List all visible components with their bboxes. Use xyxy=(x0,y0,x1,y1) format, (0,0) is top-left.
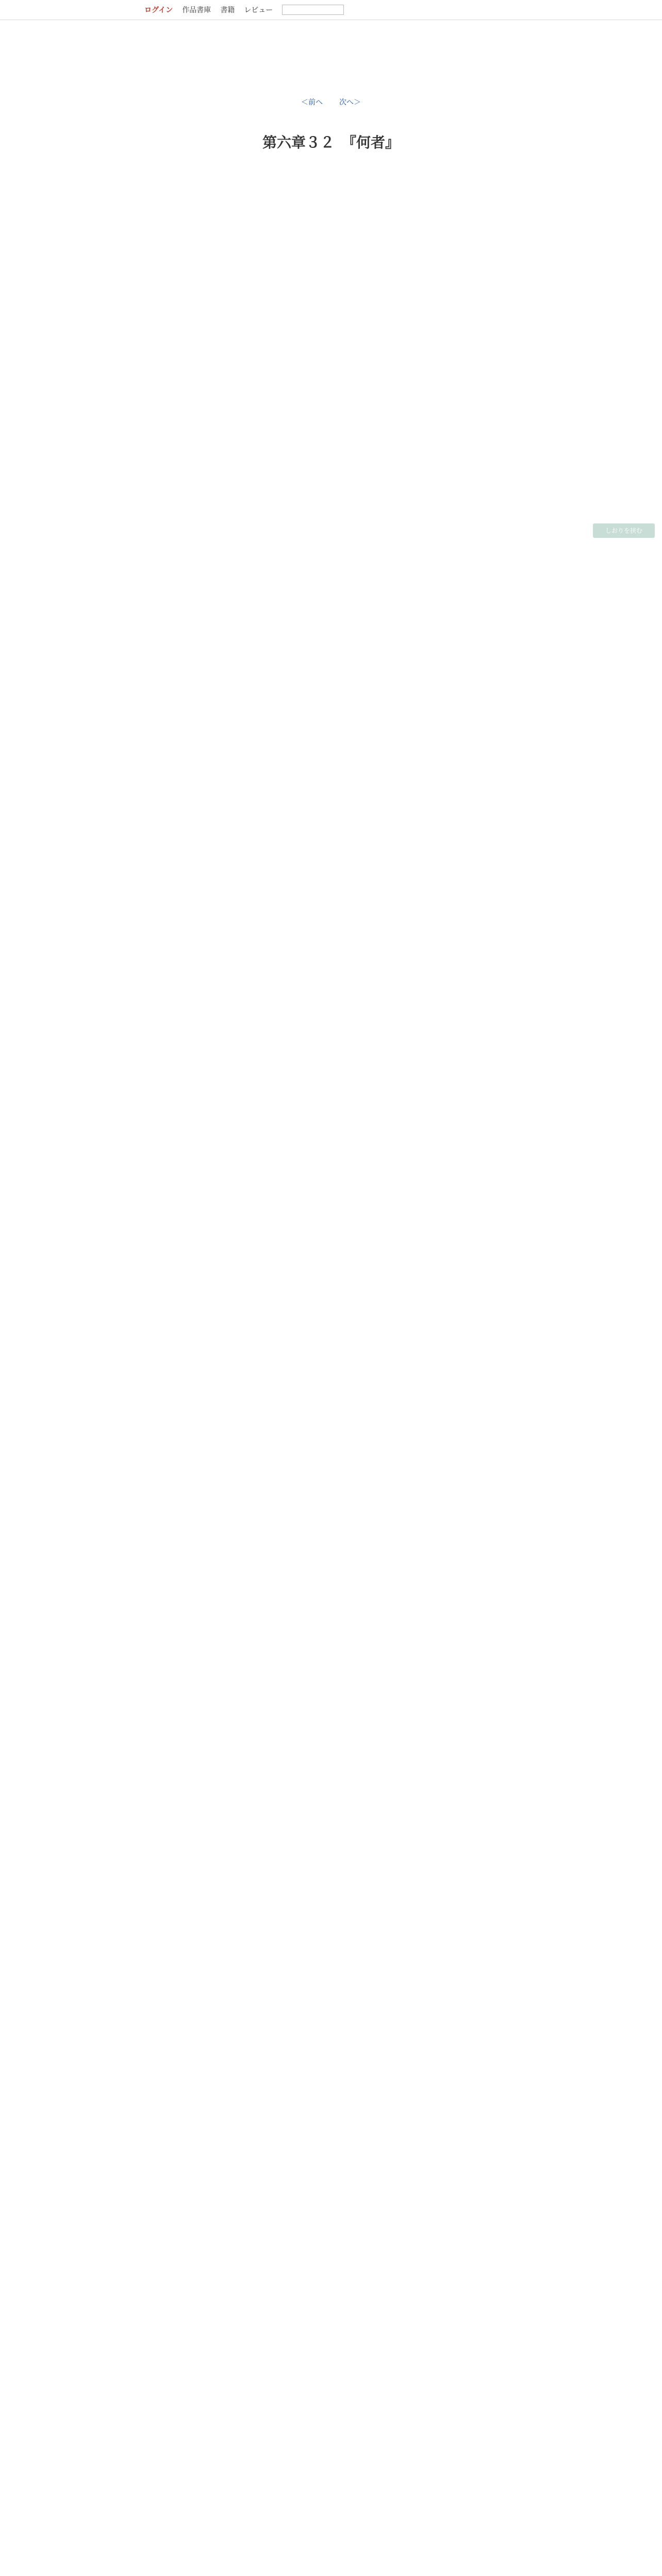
chapter-title: 第六章３２ 『何者』 xyxy=(262,134,400,150)
login-link[interactable]: ログイン xyxy=(144,6,173,14)
top-next-link[interactable]: 次へ＞ xyxy=(339,98,361,106)
novel-chapter-page xyxy=(144,20,518,2576)
chapter-body xyxy=(175,164,487,2576)
top-pagination xyxy=(144,97,518,107)
site-navigation xyxy=(144,0,344,20)
nav-link-reviews[interactable]: レビュー xyxy=(244,6,273,14)
bookmark-button[interactable]: しおりを挟む xyxy=(593,523,655,538)
nav-link-archive[interactable]: 作品書庫 xyxy=(182,6,211,14)
nav-link-books[interactable]: 書籍 xyxy=(220,6,235,14)
top-prev-link[interactable]: ＜前へ xyxy=(301,98,323,106)
top-navigation-bar xyxy=(0,0,662,20)
site-search-input[interactable] xyxy=(282,5,344,15)
